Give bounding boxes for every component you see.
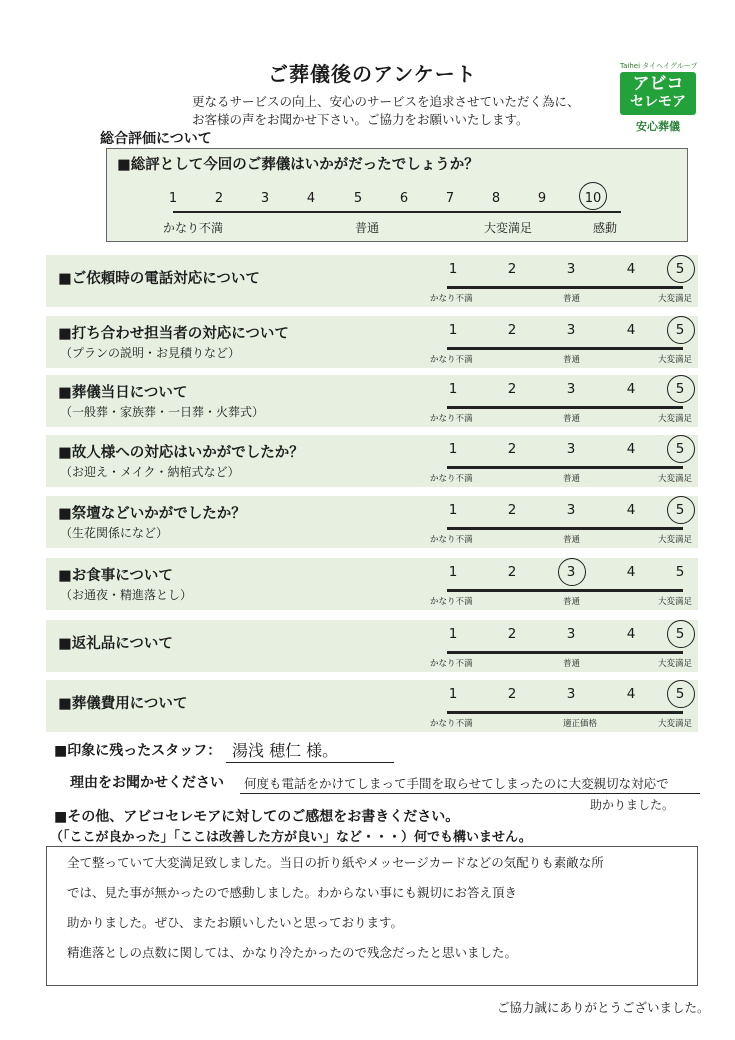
group-name: Taihei タイヘイグループ xyxy=(620,62,698,70)
rating-question: ■お食事について xyxy=(58,568,173,584)
rating-scale-number: 1 xyxy=(448,441,458,457)
rating-scale-number: 3 xyxy=(566,261,576,277)
logo-line-2: セレモア xyxy=(630,94,686,110)
rating-selection-circle xyxy=(667,435,695,463)
overall-scale-number: 2 xyxy=(214,191,224,206)
rating-scale-label: 大変満足 xyxy=(658,414,693,424)
rating-scale-number: 1 xyxy=(448,686,458,702)
rating-scale-number: 4 xyxy=(626,564,636,580)
rating-subtext: （生花関係になど） xyxy=(60,526,169,540)
rating-scale-number: 5 xyxy=(675,381,685,397)
rating-scale-number: 4 xyxy=(626,441,636,457)
rating-scale-line xyxy=(447,286,683,289)
rating-scale-number: 2 xyxy=(507,564,517,580)
comment-line: 助かりました。ぜひ、またお願いしたいと思っております。 xyxy=(67,915,404,930)
comment-line: では、見た事が無かったので感動しました。わからない事にも親切にお答え頂き xyxy=(67,885,518,900)
rating-question: ■祭壇などいかがでしたか？ xyxy=(58,506,246,522)
rating-scale-label: 大変満足 xyxy=(658,294,693,304)
reason-text-continued: 助かりました。 xyxy=(590,798,675,812)
rating-scale-label: 大変満足 xyxy=(658,535,693,545)
rating-scale-label: かなり不満 xyxy=(430,355,473,365)
overall-scale-number: 4 xyxy=(306,191,316,206)
comment-line: 精進落としの点数に関しては、かなり冷たかったので残念だったと思いました。 xyxy=(67,945,518,960)
comments-heading: ■その他、アビコセレモアに対してのご感想をお書きください。 xyxy=(54,809,460,825)
staff-label: ■印象に残ったスタッフ： xyxy=(54,743,222,759)
reason-underline xyxy=(240,793,700,794)
rating-selection-circle xyxy=(667,680,695,708)
rating-scale-number: 1 xyxy=(448,322,458,338)
page-title: ご葬儀後のアンケート xyxy=(268,62,477,86)
rating-scale-number: 5 xyxy=(675,322,685,338)
overall-question: ■総評として今回のご葬儀はいかがだったでしょうか？ xyxy=(117,157,479,173)
rating-selection-circle xyxy=(667,375,695,403)
rating-scale-number: 1 xyxy=(448,626,458,642)
overall-scale-number: 9 xyxy=(537,191,547,206)
rating-row xyxy=(46,620,698,672)
comments-subheading: （「ここが良かった」「ここは改善した方が良い」など・・・）何でも構いません。 xyxy=(50,830,532,845)
rating-scale-label: 大変満足 xyxy=(658,659,693,669)
rating-scale-line xyxy=(447,711,683,714)
rating-scale-number: 4 xyxy=(626,626,636,642)
overall-scale-number: 3 xyxy=(260,191,270,206)
logo-tagline: 安心葬儀 xyxy=(636,120,680,133)
rating-subtext: （一般葬・家族葬・一日葬・火葬式） xyxy=(60,405,265,419)
rating-scale-label: かなり不満 xyxy=(430,414,473,424)
comments-box xyxy=(46,846,698,986)
logo-mark xyxy=(620,72,696,115)
rating-question: ■返礼品について xyxy=(58,636,173,652)
rating-scale-label: 普通 xyxy=(563,294,581,304)
thanks-note: ご協力誠にありがとうございました。 xyxy=(497,1000,710,1015)
rating-scale-number: 3 xyxy=(566,626,576,642)
rating-scale-number: 5 xyxy=(675,261,685,277)
rating-scale-number: 5 xyxy=(675,564,685,580)
overall-section-heading: 総合評価について xyxy=(100,131,212,147)
rating-selection-circle xyxy=(558,558,586,586)
rating-scale-label: かなり不満 xyxy=(430,294,473,304)
rating-scale-number: 4 xyxy=(626,686,636,702)
logo-line-1: アビコ xyxy=(632,74,684,94)
rating-question: ■葬儀当日について xyxy=(58,385,188,401)
rating-scale-number: 1 xyxy=(448,502,458,518)
rating-scale-number: 2 xyxy=(507,322,517,338)
rating-row xyxy=(46,435,698,487)
overall-label-mid: 普通 xyxy=(355,221,380,235)
company-logo xyxy=(620,60,696,134)
rating-scale-label: かなり不満 xyxy=(430,719,473,729)
rating-scale-number: 2 xyxy=(507,686,517,702)
rating-scale-label: 普通 xyxy=(563,535,581,545)
intro-line-2: お客様の声をお聞かせ下さい。ご協力をお願いいたします。 xyxy=(192,112,529,127)
rating-scale-number: 5 xyxy=(675,502,685,518)
rating-scale-number: 4 xyxy=(626,261,636,277)
rating-scale-label: 大変満足 xyxy=(658,719,693,729)
rating-scale-label: 普通 xyxy=(563,474,581,484)
rating-scale-number: 5 xyxy=(675,686,685,702)
overall-label-high: 大変満足 xyxy=(484,221,533,235)
rating-scale-number: 5 xyxy=(675,441,685,457)
rating-scale-number: 3 xyxy=(566,441,576,457)
reason-label: 理由をお聞かせください xyxy=(70,775,224,791)
rating-scale-line xyxy=(447,466,683,469)
rating-scale-number: 3 xyxy=(566,502,576,518)
rating-scale-label: 普通 xyxy=(563,355,581,365)
rating-scale-number: 2 xyxy=(507,626,517,642)
rating-selection-circle xyxy=(667,255,695,283)
rating-scale-number: 4 xyxy=(626,502,636,518)
rating-scale-number: 3 xyxy=(566,564,576,580)
overall-scale-number: 10 xyxy=(584,191,602,206)
intro-line-1: 更なるサービスの向上、安心のサービスを追求させていただく為に、 xyxy=(192,94,580,109)
rating-selection-circle xyxy=(667,620,695,648)
rating-selection-circle xyxy=(667,496,695,524)
rating-scale-label: 大変満足 xyxy=(658,474,693,484)
rating-scale-number: 1 xyxy=(448,564,458,580)
rating-scale-label: かなり不満 xyxy=(430,659,473,669)
rating-scale-label: 普通 xyxy=(563,659,581,669)
rating-row xyxy=(46,558,698,610)
rating-row xyxy=(46,680,698,732)
rating-row xyxy=(46,316,698,368)
rating-row xyxy=(46,375,698,427)
rating-scale-number: 2 xyxy=(507,261,517,277)
overall-scale-number: 6 xyxy=(399,191,409,206)
rating-row xyxy=(46,255,698,307)
rating-subtext: （プランの説明・お見積りなど） xyxy=(60,346,241,360)
overall-scale-number: 1 xyxy=(168,191,178,206)
rating-scale-label: 大変満足 xyxy=(658,597,693,607)
rating-scale-label: かなり不満 xyxy=(430,535,473,545)
rating-scale-label: 普通 xyxy=(563,597,581,607)
overall-scale-number: 8 xyxy=(491,191,501,206)
rating-selection-circle xyxy=(667,316,695,344)
rating-subtext: （お通夜・精進落とし） xyxy=(60,588,193,602)
staff-underline xyxy=(226,762,394,763)
rating-scale-label: 大変満足 xyxy=(658,355,693,365)
rating-scale-number: 2 xyxy=(507,441,517,457)
rating-scale-number: 1 xyxy=(448,261,458,277)
rating-scale-number: 2 xyxy=(507,381,517,397)
rating-scale-line xyxy=(447,347,683,350)
reason-text: 何度も電話をかけてしまって手間を取らせてしまったのに大変親切な対応で xyxy=(244,776,669,791)
overall-scale-number: 5 xyxy=(353,191,363,206)
comment-line: 全て整っていて大変満足致しました。当日の折り紙やメッセージカードなどの気配りも素敵な所 xyxy=(67,855,604,870)
rating-scale-number: 4 xyxy=(626,322,636,338)
rating-question: ■葬儀費用について xyxy=(58,696,188,712)
staff-name: 湯浅 穂仁 様。 xyxy=(232,741,339,760)
rating-scale-number: 1 xyxy=(448,381,458,397)
overall-scale-number: 7 xyxy=(445,191,455,206)
rating-scale-line xyxy=(447,651,683,654)
rating-scale-number: 3 xyxy=(566,381,576,397)
rating-scale-line xyxy=(447,406,683,409)
rating-scale-label: 適正価格 xyxy=(563,719,598,729)
rating-row xyxy=(46,496,698,548)
rating-scale-number: 3 xyxy=(566,322,576,338)
overall-label-low: かなり不満 xyxy=(163,221,224,235)
rating-scale-label: 普通 xyxy=(563,414,581,424)
rating-scale-number: 5 xyxy=(675,626,685,642)
overall-rating-box xyxy=(106,148,688,242)
overall-label-top: 感動 xyxy=(593,221,618,235)
rating-scale-line xyxy=(447,527,683,530)
rating-subtext: （お迎え・メイク・納棺式など） xyxy=(60,465,240,479)
rating-scale-label: かなり不満 xyxy=(430,474,473,484)
rating-scale-number: 3 xyxy=(566,686,576,702)
rating-question: ■ご依頼時の電話対応について xyxy=(58,271,260,287)
rating-scale-number: 2 xyxy=(507,502,517,518)
rating-question: ■故人様への対応はいかがでしたか？ xyxy=(58,445,304,461)
rating-scale-label: かなり不満 xyxy=(430,597,473,607)
rating-question: ■打ち合わせ担当者の対応について xyxy=(58,326,289,342)
rating-scale-line xyxy=(447,589,683,592)
overall-selection-circle xyxy=(579,182,607,210)
rating-scale-number: 4 xyxy=(626,381,636,397)
overall-scale-line xyxy=(173,211,621,213)
